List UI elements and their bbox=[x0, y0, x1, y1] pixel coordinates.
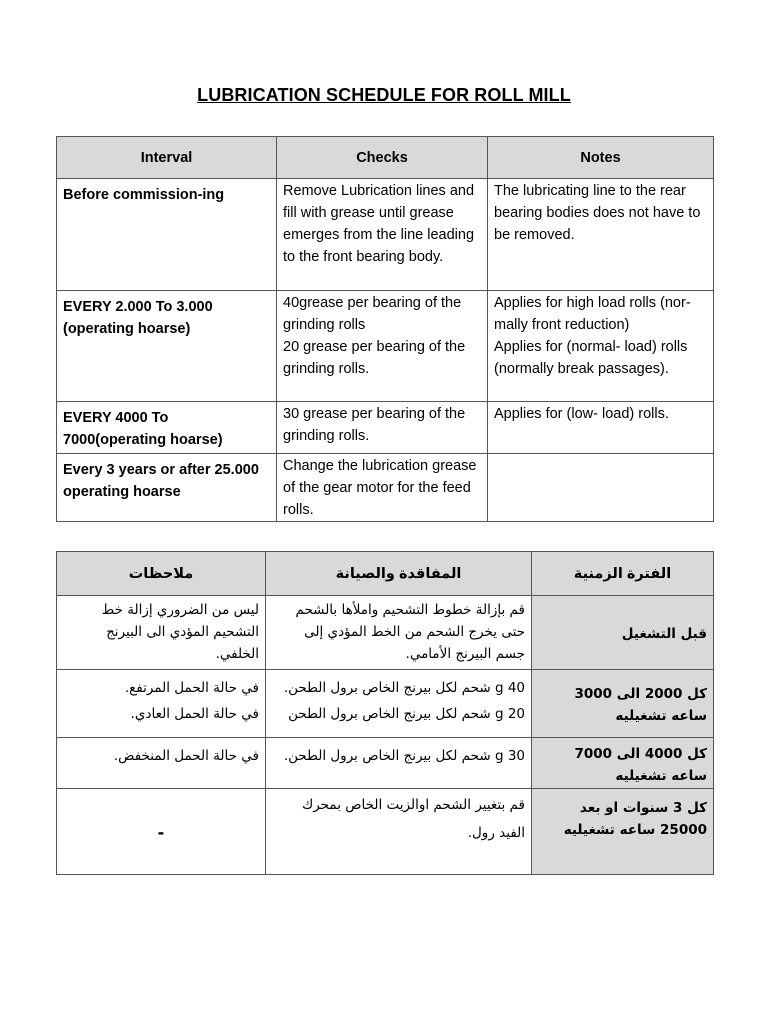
period-cell: كل 3 سنوات او بعد 25000 ساعه تشغيليه bbox=[532, 789, 714, 875]
interval-cell: Before commission-ing bbox=[57, 179, 277, 291]
notes-cell bbox=[488, 454, 714, 522]
checks-cell-ar bbox=[266, 789, 532, 875]
checks-text: 30 g شحم لكل بيرنج الخاص برول الطحن. bbox=[283, 748, 525, 764]
period-cell: كل 2000 الى 3000 ساعه تشغيليه bbox=[532, 670, 714, 738]
notes-text: في حالة الحمل العادي. bbox=[130, 706, 259, 722]
notes-cell-ar bbox=[57, 789, 266, 875]
checks-text: قم بتغيير الشحم اوالزيت الخاص بمحرك bbox=[302, 797, 525, 813]
table-row bbox=[57, 738, 714, 789]
checks-cell bbox=[277, 291, 488, 402]
header-period-ar: الفترة الزمنية bbox=[532, 552, 714, 596]
interval-cell: EVERY 4000 To 7000(operating hoarse) bbox=[57, 402, 277, 454]
checks-cell bbox=[277, 402, 488, 454]
notes-cell bbox=[488, 179, 714, 291]
notes-cell bbox=[488, 291, 714, 402]
notes-text: The lubricating line to the rear bearing bodies does not have to be removed. bbox=[494, 183, 701, 243]
header-checks: Checks bbox=[277, 137, 488, 179]
notes-text: في حالة الحمل المنخفض. bbox=[113, 748, 259, 764]
english-schedule-table bbox=[56, 136, 714, 522]
interval-cell: Every 3 years or after 25.000 operating hoarse bbox=[57, 454, 277, 522]
notes-text: Applies for (low- load) rolls. bbox=[494, 406, 669, 422]
checks-text: Change the lubrication grease of the gear motor for the feed rolls. bbox=[283, 458, 477, 518]
notes-text: Applies for high load rolls (nor-mally front reduction) bbox=[494, 295, 691, 333]
table-header-row bbox=[57, 137, 714, 179]
checks-text: 30 grease per bearing of the grinding rolls. bbox=[283, 406, 466, 444]
checks-text: 40grease per bearing of the grinding rolls bbox=[283, 295, 462, 333]
checks-text: 20 g شحم لكل بيرنج الخاص برول الطحن bbox=[288, 706, 525, 722]
checks-text: Remove Lubrication lines and fill with grease until grease emerges from the line leading to the front bearing body. bbox=[283, 183, 475, 265]
period-cell: كل 4000 الى 7000 ساعه تشغيليه bbox=[532, 738, 714, 789]
page-title: LUBRICATION SCHEDULE FOR ROLL MILL bbox=[197, 85, 571, 105]
table-header-row bbox=[57, 552, 714, 596]
notes-cell-ar bbox=[57, 596, 266, 670]
period-cell: قبل التشغيل bbox=[532, 596, 714, 670]
table-row bbox=[57, 291, 714, 402]
notes-text: في حالة الحمل المرتفع. bbox=[124, 680, 259, 696]
arabic-schedule-table bbox=[56, 551, 714, 875]
table-row bbox=[57, 596, 714, 670]
checks-text: 40 g شحم لكل بيرنج الخاص برول الطحن. bbox=[283, 680, 525, 696]
checks-cell-ar bbox=[266, 738, 532, 789]
table-row bbox=[57, 670, 714, 738]
table-row bbox=[57, 454, 714, 522]
header-notes-ar: ملاحظات bbox=[57, 552, 266, 596]
checks-cell bbox=[277, 179, 488, 291]
checks-text: 20 grease per bearing of the grinding rolls. bbox=[283, 339, 466, 377]
header-checks-ar: المفاقدة والصيانة bbox=[266, 552, 532, 596]
notes-cell-ar bbox=[57, 738, 266, 789]
notes-cell-ar bbox=[57, 670, 266, 738]
checks-text: الفيد رول. bbox=[467, 825, 525, 841]
notes-text: ليس من الضروري إزالة خط التشحيم المؤدي الى البيرنج الخلفي. bbox=[101, 602, 259, 662]
notes-text: Applies for (normal- load) rolls (normally break passages). bbox=[494, 339, 688, 377]
notes-text: - bbox=[157, 823, 165, 842]
checks-cell-ar bbox=[266, 596, 532, 670]
checks-cell-ar bbox=[266, 670, 532, 738]
table-row bbox=[57, 402, 714, 454]
header-notes: Notes bbox=[488, 137, 714, 179]
checks-cell bbox=[277, 454, 488, 522]
checks-text: قم بإزالة خطوط التشحيم واملأها بالشحم حتى يخرج الشحم من الخط المؤدي إلى جسم البيرنج الأمامي. bbox=[295, 602, 525, 662]
header-interval: Interval bbox=[57, 137, 277, 179]
notes-cell bbox=[488, 402, 714, 454]
table-row bbox=[57, 789, 714, 875]
interval-cell: EVERY 2.000 To 3.000 (operating hoarse) bbox=[57, 291, 277, 402]
table-row bbox=[57, 179, 714, 291]
